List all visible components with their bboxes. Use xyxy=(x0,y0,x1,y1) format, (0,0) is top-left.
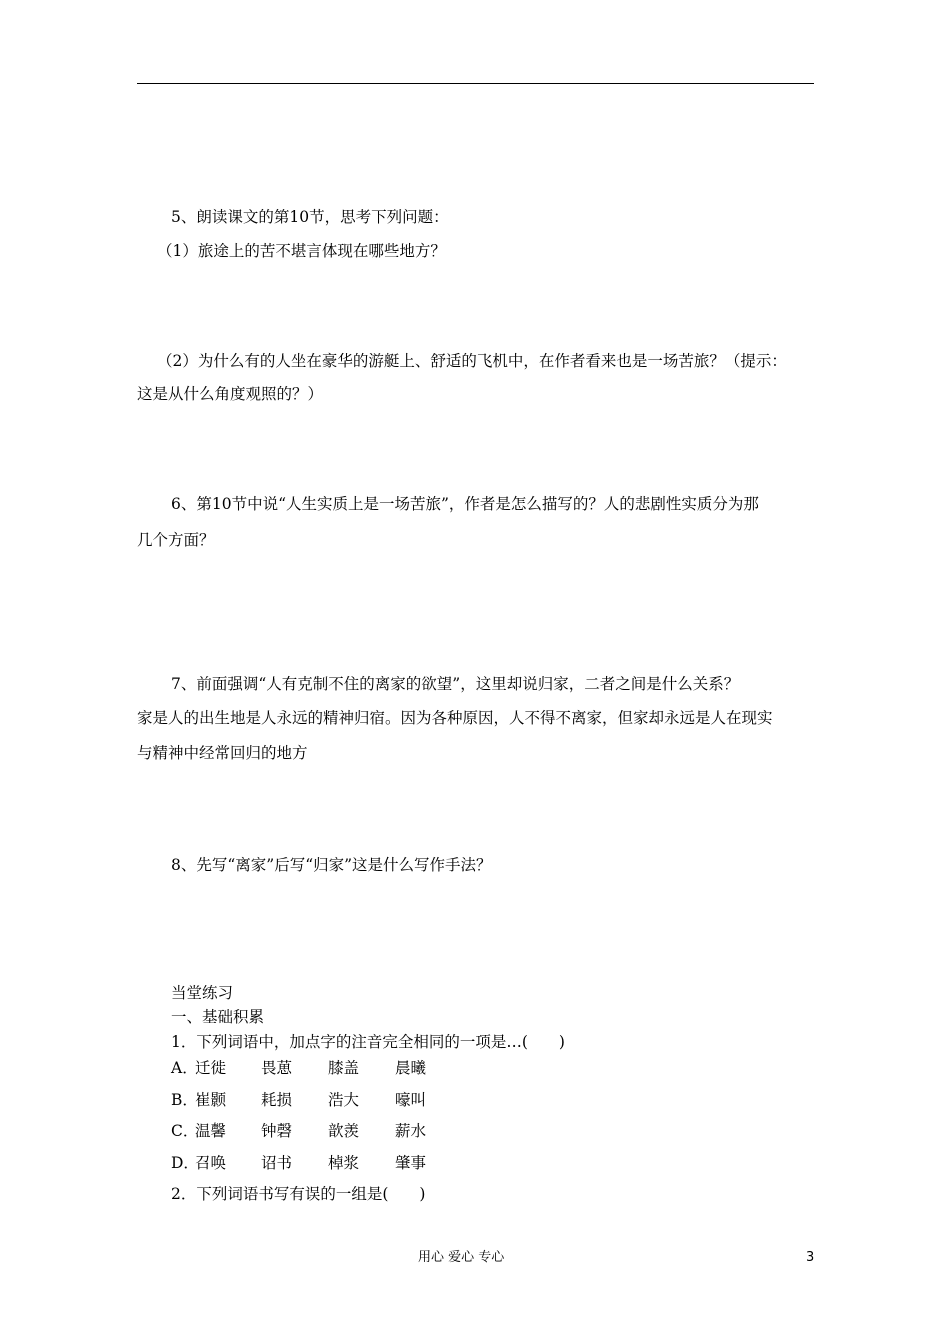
option-word: 歆羡 xyxy=(328,1122,360,1140)
question-6-line-1: 6、第10节中说“人生实质上是一场苦旅”，作者是怎么描写的？人的悲剧性实质分为那 xyxy=(171,495,759,513)
header-rule xyxy=(137,83,814,84)
option-word: 温馨 xyxy=(195,1122,227,1140)
option-word: 晨曦 xyxy=(395,1059,427,1077)
option-label: D． xyxy=(171,1154,199,1172)
question-8: 8、先写“离家”后写“归家”这是什么写作手法？ xyxy=(171,856,492,874)
question-5-sub-2-line-1: （2）为什么有的人坐在豪华的游艇上、舒适的飞机中，在作者看来也是一场苦旅？（提示： xyxy=(157,352,787,370)
question-5-sub-1: （1）旅途上的苦不堪言体现在哪些地方？ xyxy=(157,242,446,260)
question-5-sub-2-line-2: 这是从什么角度观照的？） xyxy=(137,385,324,403)
option-word: 钟磬 xyxy=(261,1122,293,1140)
option-label: B． xyxy=(171,1091,198,1109)
option-word: 薪水 xyxy=(395,1122,427,1140)
question-7-answer-line-2: 与精神中经常回归的地方 xyxy=(137,744,308,762)
option-b xyxy=(171,1090,471,1112)
option-word: 迁徙 xyxy=(195,1059,227,1077)
option-label: A． xyxy=(171,1059,198,1077)
practice-section-title: 一、基础积累 xyxy=(171,1008,265,1026)
question-5-title: 5、朗读课文的第10节，思考下列问题： xyxy=(171,208,449,226)
option-word: 肇事 xyxy=(395,1154,427,1172)
page-number: 3 xyxy=(806,1250,815,1265)
option-word: 浩大 xyxy=(328,1091,360,1109)
option-word: 诏书 xyxy=(261,1154,293,1172)
practice-heading: 当堂练习 xyxy=(171,984,234,1002)
question-6-line-2: 几个方面？ xyxy=(137,531,215,549)
option-word: 召唤 xyxy=(195,1154,227,1172)
practice-question-2: 2．下列词语书写有误的一组是( ) xyxy=(171,1185,426,1203)
option-word: 膝盖 xyxy=(328,1059,360,1077)
option-d xyxy=(171,1153,471,1175)
option-c xyxy=(171,1121,471,1143)
option-word: 畏葸 xyxy=(261,1059,293,1077)
option-word: 耗损 xyxy=(261,1091,293,1109)
option-word: 崔颢 xyxy=(195,1091,227,1109)
practice-question-1: 1．下列词语中，加点字的注音完全相同的一项是…( ) xyxy=(171,1033,565,1051)
option-word: 棹浆 xyxy=(328,1154,360,1172)
option-a xyxy=(171,1058,471,1080)
question-7-answer-line-1: 家是人的出生地是人永远的精神归宿。因为各种原因，人不得不离家，但家却永远是人在现实 xyxy=(137,709,773,727)
option-label: C． xyxy=(171,1122,199,1140)
question-7-line-1: 7、前面强调“人有克制不住的离家的欲望”，这里却说归家，二者之间是什么关系？ xyxy=(171,675,740,693)
footer-slogan: 用心 爱心 专心 xyxy=(418,1250,505,1265)
option-word: 嚎叫 xyxy=(395,1091,427,1109)
